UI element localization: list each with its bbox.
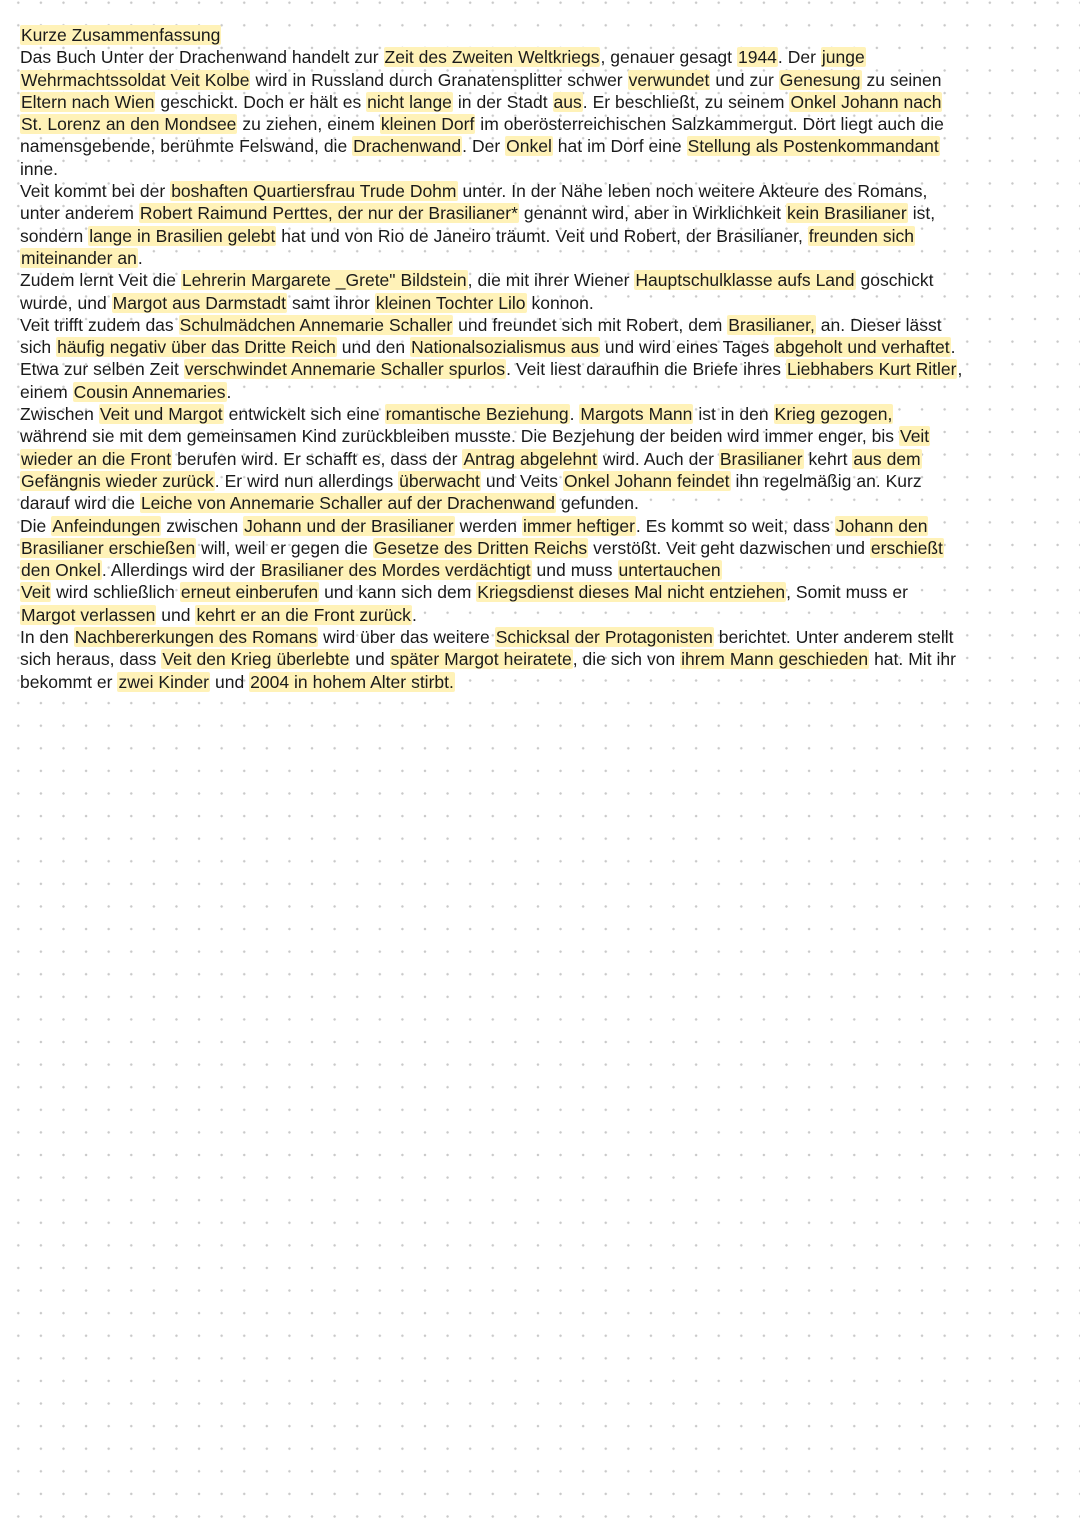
highlighted-text: lange in Brasilien gelebt (89, 225, 276, 246)
highlighted-text: Eltern nach Wien (21, 91, 155, 112)
highlighted-text: 2004 in hohem Alter stirbt. (250, 671, 454, 692)
text-run: im oberösterreichischen Salzkammergut. Dört liegt auch die namensgebende, berühmte Felswand, die (20, 114, 944, 157)
title-highlight: Kurze Zusammenfassung (21, 25, 221, 45)
text-run: . Der (777, 47, 821, 68)
highlighted-text: Johann und der Brasilianer (244, 515, 454, 536)
text-run: ist in den (693, 404, 774, 425)
text-run: verstößt. Veit geht dazwischen und (588, 537, 870, 558)
text-run: samt ihror (286, 292, 375, 313)
highlighted-text: Robert Raimund Perttes, der nur der Brasilianer* (139, 203, 518, 224)
text-run: und (210, 671, 250, 692)
text-run: Zudem lernt Veit die (20, 270, 181, 291)
text-run: . Veit liest daraufhin die Briefe ihres (506, 359, 787, 380)
paragraph (20, 180, 964, 269)
text-run: wird. Auch der (597, 448, 719, 469)
text-run: . Er beschließt, zu seinem (582, 91, 790, 112)
paragraph (20, 269, 964, 314)
paragraph (20, 403, 964, 514)
text-run: wird in Russland durch Granatensplitter schwer (250, 69, 628, 90)
summary-title (20, 24, 964, 46)
highlighted-text: Brasilianer des Mordes verdächtigt (260, 560, 531, 581)
highlighted-text: Gesetze des Dritten Reichs (373, 537, 588, 558)
highlighted-text: Cousin Annemaries (73, 381, 226, 402)
highlighted-text: Antrag abgelehnt (463, 448, 597, 469)
text-run: und (156, 604, 196, 625)
highlighted-text: immer heftiger (522, 515, 635, 536)
text-run: . Er wird nun allerdings (214, 470, 399, 491)
highlighted-text: Margot aus Darmstadt (112, 292, 286, 313)
highlighted-text: abgeholt und verhaftet (775, 337, 950, 358)
text-run: . (569, 404, 580, 425)
text-run: kehrt (803, 448, 853, 469)
highlighted-text: 1944 (737, 47, 777, 68)
highlighted-text: Veit und Margot (99, 404, 223, 425)
text-run: Die (20, 515, 52, 536)
text-run: wird schließlich (51, 582, 180, 603)
highlighted-text: Veit wieder an die Front (21, 426, 930, 469)
text-run: in der Stadt (452, 91, 553, 112)
highlighted-text: Onkel Johann nach St. Lorenz an den Mondsee (21, 91, 942, 135)
text-run: , die mit ihrer Wiener (467, 270, 635, 291)
text-run: . Allerdings wird der (101, 560, 260, 581)
text-run: , einem (20, 359, 963, 402)
text-run: . Etwa zur selben Zeit (20, 337, 956, 380)
text-run: wird über das weitere (318, 627, 495, 648)
highlighted-text: erneut einberufen (180, 582, 319, 603)
highlighted-text: aus dem Gefängnis wieder zurück (21, 448, 921, 491)
paragraph (20, 46, 964, 180)
highlighted-text: ihrem Mann geschieden (681, 649, 869, 670)
highlighted-text: häufig negativ über das Dritte Reich (57, 337, 336, 358)
text-run: und zur (710, 69, 779, 90)
highlighted-text: Kriegsdienst dieses Mal nicht entziehen (477, 582, 786, 603)
text-run: In den (20, 627, 74, 648)
text-run: unter. In der Nähe leben noch weitere Akteure des Romans, unter anderem (20, 181, 928, 224)
highlighted-text: erschießt den Onkel (21, 537, 943, 581)
highlighted-text: Nachbererkungen des Romans (74, 627, 318, 648)
highlighted-text: kehrt er an die Front zurück (196, 604, 411, 625)
text-run: Veit kommt bei der (20, 181, 171, 202)
highlighted-text: Schulmädchen Annemarie Schaller (179, 314, 453, 335)
highlighted-text: Drachenwand (353, 136, 462, 157)
highlighted-text: Genesung (779, 69, 861, 90)
text-run: inne. (20, 158, 58, 179)
text-run: will, weil er gegen die (196, 537, 373, 558)
text-run: goschickt wurde, und (20, 270, 934, 313)
highlighted-text: kleinen Dorf (380, 114, 475, 135)
highlighted-text: kein Brasilianer (787, 203, 907, 224)
text-run: ist, sondern (20, 203, 936, 246)
text-run: und den (336, 337, 411, 358)
highlighted-text: Nationalsozialismus aus (411, 337, 599, 358)
text-run: und kann sich dem (319, 582, 477, 603)
highlighted-text: Leiche von Annemarie Schaller auf der Drachenwand (140, 493, 555, 514)
highlighted-text: boshaften Quartiersfrau Trude Dohm (171, 181, 457, 202)
text-run: ihn regelmäßig an. Kurz darauf wird die (20, 470, 922, 514)
text-run: geschickt. Doch er hält es (155, 91, 367, 112)
highlighted-text: Hauptschulklasse aufs Land (635, 270, 855, 291)
highlighted-text: später Margot heiratete (390, 649, 572, 670)
text-run: zu seinen (861, 69, 942, 90)
highlighted-text: Brasilianer, (728, 314, 815, 335)
highlighted-text: kleinen Tochter Lilo (375, 292, 526, 313)
text-run: Veit trifft zudem das (20, 314, 179, 335)
highlighted-text: Onkel Johann feindet (563, 470, 730, 491)
text-run: . (137, 247, 143, 268)
highlighted-text: Lehrerin Margarete _Grete" Bildstein (181, 270, 467, 291)
text-run: hat im Dorf eine (552, 136, 687, 157)
paragraph (20, 626, 964, 693)
highlighted-text: Stellung als Postenkommandant (687, 136, 939, 157)
text-run: berufen wird. Er schafft es, dass der (172, 448, 463, 469)
highlighted-text: Liebhabers Kurt Ritler (787, 359, 957, 380)
highlighted-text: Onkel (506, 136, 552, 157)
text-run: und (350, 649, 390, 670)
text-run: . (411, 604, 417, 625)
text-run: Das Buch Unter der Drachenwand handelt zur (20, 47, 384, 68)
text-run: entwickelt sich eine (223, 404, 385, 425)
highlighted-text: Veit (21, 582, 51, 603)
highlighted-text: freunden sich miteinander an (21, 225, 914, 268)
text-run: . Der (462, 136, 506, 157)
highlighted-text: Johann den Brasilianer erschießen (21, 515, 928, 558)
text-run: , Somit muss er (786, 582, 908, 603)
highlighted-text: überwacht (399, 470, 480, 491)
text-run: und Veits (480, 470, 563, 491)
text-run: hat und von Rio de Janeiro träumt. Veit und Robert, der Brasilianer, (276, 225, 808, 246)
highlighted-text: untertauchen (618, 560, 721, 581)
text-run: hat. Mit ihr bekommt er (20, 649, 956, 692)
highlighted-text: Brasilianer (719, 448, 803, 469)
text-run: berichtet. Unter anderem stellt sich heraus, dass (20, 627, 954, 670)
text-run: und freundet sich mit Robert, dem (453, 314, 728, 335)
highlighted-text: verwundet (628, 69, 710, 90)
paragraph (20, 581, 964, 626)
highlighted-text: junge Wehrmachtssoldat Veit Kolbe (21, 47, 865, 90)
text-run: werden (454, 515, 522, 536)
highlighted-text: Margot verlassen (21, 604, 156, 625)
highlighted-text: Margots Mann (580, 404, 693, 425)
text-run: konnon. (526, 292, 594, 313)
summary-body (20, 46, 964, 693)
paragraph (20, 314, 964, 403)
highlighted-text: zwei Kinder (118, 671, 210, 692)
highlighted-text: romantische Beziehung (385, 404, 569, 425)
dotted-note-page (20, 24, 964, 693)
highlighted-text: nicht lange (367, 91, 452, 112)
text-run: , die sich von (572, 649, 681, 670)
text-run: gefunden. (556, 493, 639, 514)
highlighted-text: Zeit des Zweiten Weltkriegs (384, 47, 600, 68)
text-run: zwischen (161, 515, 244, 536)
paragraph (20, 515, 964, 582)
text-run: genannt wird, aber in Wirklichkeit (518, 203, 786, 224)
text-run: , genauer gesagt (600, 47, 737, 68)
text-run: zu ziehen, einem (237, 114, 380, 135)
highlighted-text: Krieg gezogen, (774, 404, 893, 425)
highlighted-text: verschwindet Annemarie Schaller spurlos (184, 359, 506, 380)
highlighted-text: aus (553, 91, 582, 112)
highlighted-text: Schicksal der Protagonisten (495, 627, 713, 648)
highlighted-text: Anfeindungen (52, 515, 161, 536)
text-run: und wird eines Tages (599, 337, 775, 358)
text-run: an. Dieser lässt sich (20, 314, 942, 358)
highlighted-text: Veit den Krieg überlebte (162, 649, 350, 670)
text-run: Zwischen (20, 404, 99, 425)
text-run: . Es kommt so weit, dass (635, 515, 835, 536)
text-run: und muss (531, 560, 618, 581)
text-run: während sie mit dem gemeinsamen Kind zurückbleiben musste. Die Bezjehung der beiden wird immer enger, bis (20, 426, 899, 447)
text-run: . (226, 381, 232, 402)
